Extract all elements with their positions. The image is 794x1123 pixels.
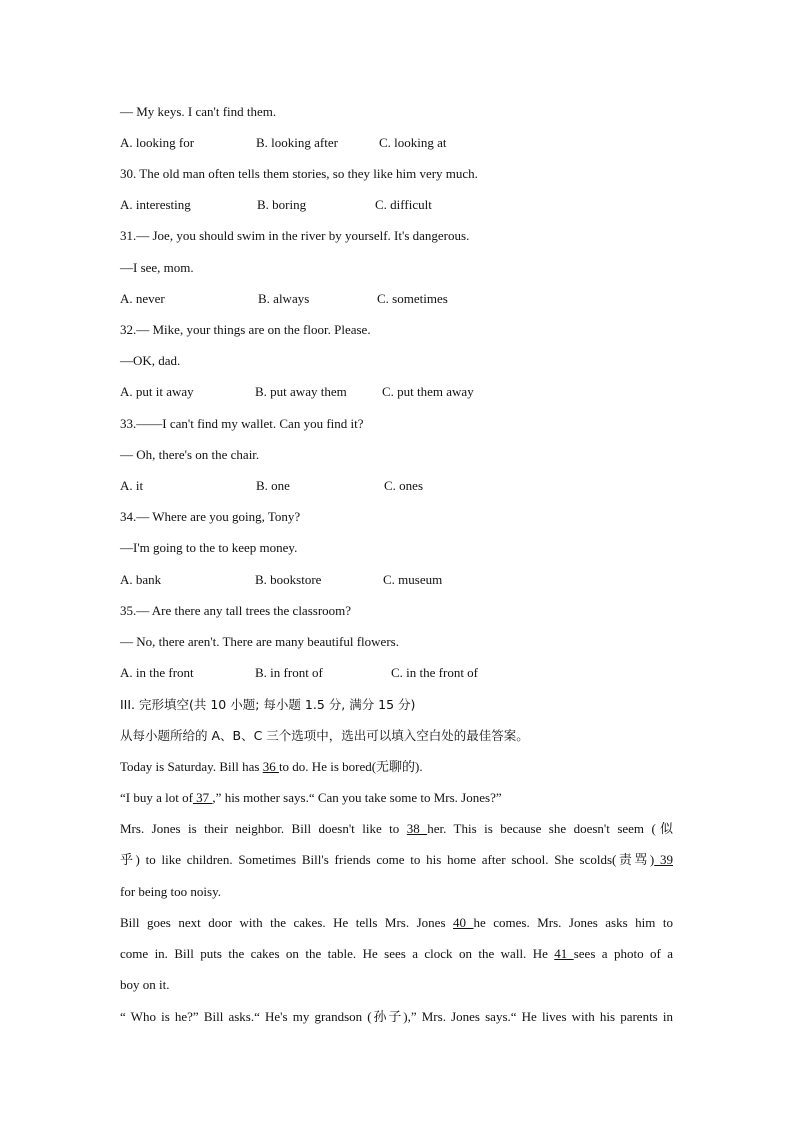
q35-option-a: A. in the front [120,665,194,680]
blank-39: 39 [654,852,673,867]
passage-text: Mrs. Jones is their neighbor. Bill doesn't like to [120,821,407,836]
passage-text: her. This is because she doesn't seem (似 [427,821,674,836]
q33-reply: — Oh, there's on the chair. [120,447,260,462]
q35-option-b: B. in front of [255,665,323,680]
q34-reply: —I'm going to the to keep money. [120,540,298,555]
q31-reply: —I see, mom. [120,260,194,275]
q33-option-b: B. one [256,478,290,493]
q31-option-b: B. always [258,291,310,306]
passage-line-1 [120,759,673,775]
q34-option-b: B. bookstore [255,572,322,587]
passage-text: sees a photo of a [573,946,674,961]
q29-option-c: C. looking at [379,135,447,150]
q31-option-a: A. never [120,291,165,306]
passage-text: Today is Saturday. Bill has [120,759,263,774]
passage-text: Bill goes next door with the cakes. He tells Mrs. Jones [120,915,453,930]
passage-line-9: “ Who is he?” Bill asks.“ He's my grandson (孙子),” Mrs. Jones says.“ He lives with his parents in [120,1009,673,1024]
q29-option-b: B. looking after [256,135,338,150]
q32-stem: 32.— Mike, your things are on the floor. Please. [120,322,371,337]
blank-36: 36 [262,759,279,774]
passage-text: “I buy a lot of [120,790,193,805]
q34-option-a: A. bank [120,572,162,587]
section-3-instruction: 从每小题所给的 A、B、C 三个选项中，选出可以填入空白处的最佳答案。 [120,728,529,743]
q32-option-c: C. put them away [382,384,474,399]
passage-text: he comes. Mrs. Jones asks him to [473,915,673,930]
blank-41: 41 [554,946,574,961]
q29-option-a: A. looking for [120,135,195,150]
passage-line-2 [120,790,673,806]
passage-text: to do. He is bored(无聊的). [278,759,423,774]
q30-stem: 30. The old man often tells them stories, so they like him very much. [120,166,478,181]
blank-38: 38 [406,821,428,836]
q30-option-a: A. interesting [120,197,191,212]
passage-line-4 [120,852,673,868]
q31-stem: 31.— Joe, you should swim in the river by yourself. It's dangerous. [120,228,470,243]
passage-line-7 [120,946,673,962]
q35-option-c: C. in the front of [391,665,479,680]
blank-37: 37 [192,790,213,805]
q30-option-c: C. difficult [375,197,432,212]
passage-line-3 [120,821,673,837]
section-3-heading: III. 完形填空(共 10 小题; 每小题 1.5 分, 满分 15 分) [120,697,416,712]
passage-line-6 [120,915,673,931]
passage-text: 乎) to like children. Sometimes Bill's friends come to his home after school. She scolds(责骂) [120,852,655,867]
q32-reply: —OK, dad. [120,353,181,368]
q35-reply: — No, there aren't. There are many beautiful flowers. [120,634,399,649]
passage-line-5: for being too noisy. [120,884,221,899]
q29-reply: — My keys. I can't find them. [120,104,277,119]
passage-text: ,” his mother says.“ Can you take some to Mrs. Jones?” [212,790,502,805]
q32-option-b: B. put away them [255,384,347,399]
passage-line-8: boy on it. [120,977,170,992]
q31-option-c: C. sometimes [377,291,448,306]
q34-option-c: C. museum [383,572,443,587]
blank-40: 40 [453,915,474,930]
q30-option-b: B. boring [257,197,307,212]
q33-stem: 33.——I can't find my wallet. Can you find it? [120,416,364,431]
q32-option-a: A. put it away [120,384,194,399]
passage-text: come in. Bill puts the cakes on the table. He sees a clock on the wall. He [120,946,555,961]
q34-stem: 34.— Where are you going, Tony? [120,509,301,524]
q33-option-a: A. it [120,478,144,493]
q35-stem: 35.— Are there any tall trees the classroom? [120,603,352,618]
q33-option-c: C. ones [384,478,423,493]
